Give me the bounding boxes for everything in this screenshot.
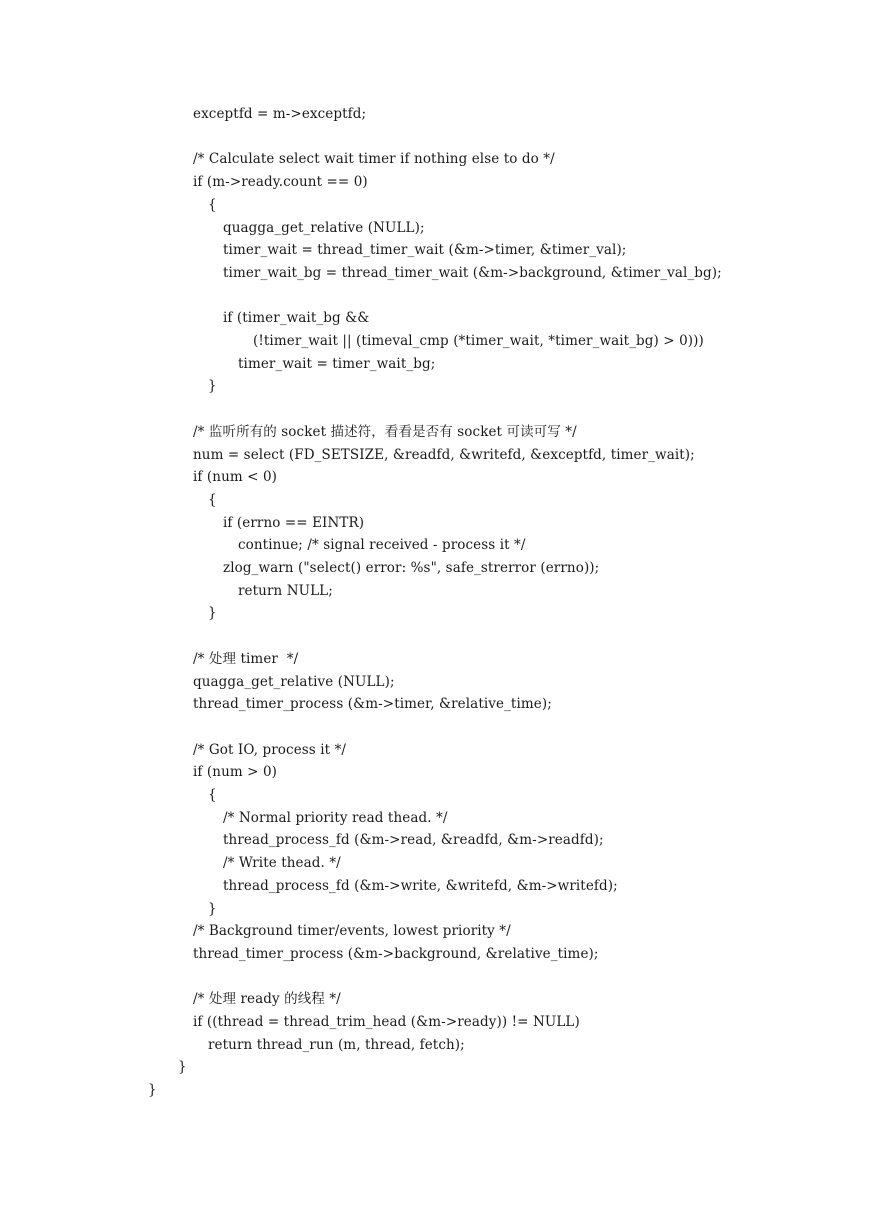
code-line: /* 处理 timer */ xyxy=(193,650,299,667)
code-line: } xyxy=(148,1082,157,1099)
code-line: } xyxy=(208,900,217,917)
code-line: } xyxy=(178,1059,187,1076)
code-line: quagga_get_relative (NULL); xyxy=(193,673,395,690)
code-line: { xyxy=(208,787,217,803)
code-line: /* 监听所有的 socket 描述符，看看是否有 socket 可读可写 */ xyxy=(193,423,577,440)
code-line: /* Normal priority read thead. */ xyxy=(223,809,448,826)
code-line: if ((thread = thread_trim_head (&m->ready)) != NULL) xyxy=(193,1014,580,1030)
code-line: continue; /* signal received - process it */ xyxy=(238,537,526,554)
code-line: timer_wait = timer_wait_bg; xyxy=(238,355,436,372)
code-line: /* Background timer/events, lowest priority */ xyxy=(193,923,511,940)
code-line: { xyxy=(208,196,217,213)
code-line: timer_wait_bg = thread_timer_wait (&m->background, &timer_val_bg); xyxy=(223,264,722,281)
code-line: thread_timer_process (&m->background, &relative_time); xyxy=(193,945,599,962)
code-line: { xyxy=(208,491,217,508)
code-line: timer_wait = thread_timer_wait (&m->timer, &timer_val); xyxy=(223,242,627,259)
code-line: /* Got IO, process it */ xyxy=(193,741,347,758)
code-line: if (errno == EINTR) xyxy=(223,514,365,531)
code-line: if (num > 0) xyxy=(193,764,278,781)
code-line: /* Write thead. */ xyxy=(223,855,341,872)
code-line: return NULL; xyxy=(238,582,333,599)
code-line: (!timer_wait || (timeval_cmp (*timer_wait, *timer_wait_bg) > 0))) xyxy=(253,333,704,349)
code-line: if (m->ready.count == 0) xyxy=(193,174,368,191)
code-line: thread_process_fd (&m->read, &readfd, &m->readfd); xyxy=(223,832,604,849)
code-line: return thread_run (m, thread, fetch); xyxy=(208,1036,465,1053)
code-line: thread_timer_process (&m->timer, &relative_time); xyxy=(193,696,552,713)
code-line: if (timer_wait_bg && xyxy=(223,310,370,327)
code-line: } xyxy=(208,605,217,622)
code-line: quagga_get_relative (NULL); xyxy=(223,219,425,236)
code-line: if (num < 0) xyxy=(193,469,278,486)
code-line: } xyxy=(208,378,217,395)
code-line: /* Calculate select wait timer if nothing else to do */ xyxy=(193,151,555,168)
code-line: zlog_warn ("select() error: %s", safe_strerror (errno)); xyxy=(223,560,600,576)
code-line: exceptfd = m->exceptfd; xyxy=(193,106,367,122)
code-line: /* 处理 ready 的线程 */ xyxy=(193,991,341,1008)
code-line: num = select (FD_SETSIZE, &readfd, &writefd, &exceptfd, timer_wait); xyxy=(193,446,695,463)
code-line: thread_process_fd (&m->write, &writefd, &m->writefd); xyxy=(223,877,618,894)
